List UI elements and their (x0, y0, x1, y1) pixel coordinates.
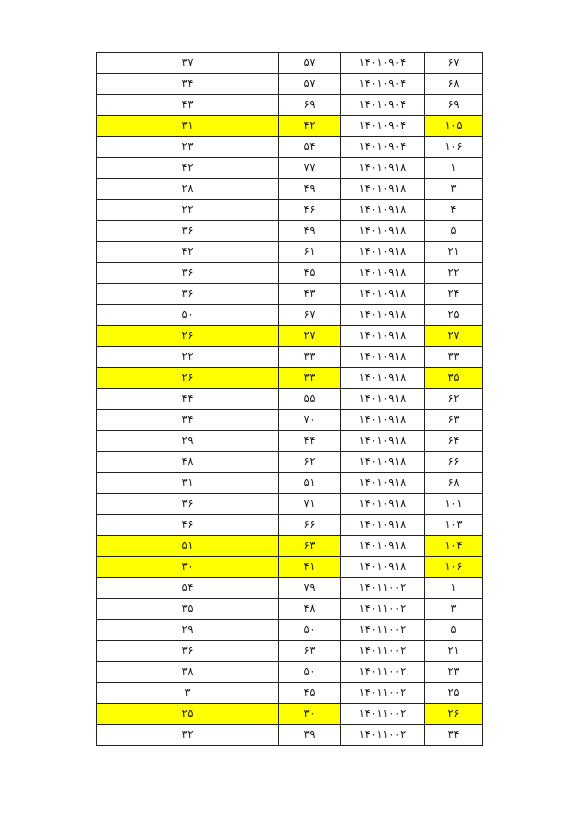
table-cell-col2: ۵۱ (279, 473, 341, 494)
table-cell-col1: ۴۳ (97, 95, 279, 116)
table-cell-col1: ۵۴ (97, 578, 279, 599)
table-cell-col4: ۲۲ (425, 263, 483, 284)
table-cell-col2: ۳۳ (279, 368, 341, 389)
table-cell-col2: ۶۱ (279, 242, 341, 263)
table-cell-col2: ۶۲ (279, 452, 341, 473)
table-cell-col3: ۱۴۰۱۰۹۱۸ (341, 389, 425, 410)
table-cell-col4: ۶۸ (425, 473, 483, 494)
table-cell-col3: ۱۴۰۱۰۹۰۴ (341, 53, 425, 74)
table-row (97, 74, 483, 95)
table-cell-col3: ۱۴۰۱۰۹۱۸ (341, 305, 425, 326)
table-body (97, 53, 483, 746)
table-cell-col1: ۲۲ (97, 200, 279, 221)
table-cell-col3: ۱۴۰۱۰۹۱۸ (341, 515, 425, 536)
table-cell-col3: ۱۴۰۱۱۰۰۲ (341, 683, 425, 704)
table-cell-col2: ۳۳ (279, 347, 341, 368)
table-cell-col4: ۱۰۱ (425, 494, 483, 515)
table-row (97, 431, 483, 452)
table-cell-col4: ۶۴ (425, 431, 483, 452)
table-row (97, 116, 483, 137)
table-cell-col2: ۵۷ (279, 74, 341, 95)
table-row (97, 95, 483, 116)
table-row (97, 221, 483, 242)
table-cell-col1: ۳۱ (97, 473, 279, 494)
table-row (97, 704, 483, 725)
data-table (96, 52, 483, 746)
table-cell-col4: ۱ (425, 578, 483, 599)
table-cell-col1: ۴۲ (97, 242, 279, 263)
table-cell-col3: ۱۴۰۱۱۰۰۲ (341, 620, 425, 641)
table-cell-col2: ۶۹ (279, 95, 341, 116)
table-cell-col2: ۷۷ (279, 158, 341, 179)
table-cell-col2: ۵۷ (279, 53, 341, 74)
table-cell-col3: ۱۴۰۱۰۹۱۸ (341, 368, 425, 389)
table-cell-col1: ۳ (97, 683, 279, 704)
table-cell-col2: ۲۷ (279, 326, 341, 347)
table-cell-col2: ۴۹ (279, 179, 341, 200)
table-cell-col4: ۳۳ (425, 347, 483, 368)
table-cell-col1: ۴۴ (97, 389, 279, 410)
table-cell-col2: ۶۶ (279, 515, 341, 536)
table-cell-col1: ۳۰ (97, 557, 279, 578)
table-cell-col3: ۱۴۰۱۱۰۰۲ (341, 599, 425, 620)
table-cell-col1: ۲۶ (97, 326, 279, 347)
table-cell-col1: ۳۴ (97, 410, 279, 431)
table-cell-col3: ۱۴۰۱۱۰۰۲ (341, 704, 425, 725)
table-row (97, 200, 483, 221)
table-cell-col2: ۴۵ (279, 683, 341, 704)
table-cell-col1: ۲۵ (97, 704, 279, 725)
table-cell-col3: ۱۴۰۱۰۹۰۴ (341, 95, 425, 116)
table-row (97, 326, 483, 347)
table-cell-col4: ۲۵ (425, 683, 483, 704)
table-cell-col2: ۴۵ (279, 263, 341, 284)
table-cell-col1: ۳۲ (97, 725, 279, 746)
table-cell-col2: ۷۱ (279, 494, 341, 515)
table-row (97, 578, 483, 599)
table-cell-col2: ۴۳ (279, 284, 341, 305)
table-cell-col2: ۴۹ (279, 221, 341, 242)
table-cell-col1: ۳۸ (97, 662, 279, 683)
table-row (97, 263, 483, 284)
table-cell-col4: ۶۷ (425, 53, 483, 74)
table-cell-col4: ۱۰۴ (425, 536, 483, 557)
table-cell-col3: ۱۴۰۱۰۹۱۸ (341, 179, 425, 200)
table-cell-col3: ۱۴۰۱۰۹۱۸ (341, 242, 425, 263)
table-cell-col3: ۱۴۰۱۰۹۱۸ (341, 347, 425, 368)
table-cell-col2: ۴۲ (279, 116, 341, 137)
table-row (97, 410, 483, 431)
table-cell-col3: ۱۴۰۱۰۹۱۸ (341, 326, 425, 347)
table-cell-col4: ۵ (425, 221, 483, 242)
table-cell-col3: ۱۴۰۱۰۹۱۸ (341, 473, 425, 494)
table-cell-col4: ۳ (425, 599, 483, 620)
table-row (97, 389, 483, 410)
table-cell-col1: ۳۶ (97, 263, 279, 284)
table-cell-col4: ۲۷ (425, 326, 483, 347)
table-cell-col3: ۱۴۰۱۰۹۱۸ (341, 263, 425, 284)
table-cell-col1: ۳۶ (97, 221, 279, 242)
table-cell-col2: ۴۶ (279, 200, 341, 221)
table-cell-col3: ۱۴۰۱۰۹۱۸ (341, 284, 425, 305)
table-cell-col4: ۶۶ (425, 452, 483, 473)
table-cell-col1: ۳۷ (97, 53, 279, 74)
table-cell-col4: ۱ (425, 158, 483, 179)
table-row (97, 725, 483, 746)
table-cell-col1: ۲۶ (97, 368, 279, 389)
table-row (97, 494, 483, 515)
table-cell-col1: ۳۱ (97, 116, 279, 137)
table-cell-col3: ۱۴۰۱۰۹۱۸ (341, 557, 425, 578)
table-row (97, 473, 483, 494)
table-cell-col2: ۶۳ (279, 641, 341, 662)
table-cell-col1: ۴۸ (97, 452, 279, 473)
table-cell-col3: ۱۴۰۱۰۹۱۸ (341, 431, 425, 452)
table-cell-col1: ۳۶ (97, 284, 279, 305)
table-cell-col1: ۴۶ (97, 515, 279, 536)
table-cell-col4: ۵ (425, 620, 483, 641)
table-cell-col2: ۴۱ (279, 557, 341, 578)
table-cell-col2: ۵۰ (279, 620, 341, 641)
table-cell-col4: ۲۱ (425, 641, 483, 662)
table-cell-col2: ۶۷ (279, 305, 341, 326)
table-cell-col2: ۳۹ (279, 725, 341, 746)
table-cell-col3: ۱۴۰۱۰۹۰۴ (341, 116, 425, 137)
table-cell-col1: ۳۴ (97, 74, 279, 95)
table-cell-col3: ۱۴۰۱۰۹۱۸ (341, 494, 425, 515)
table-row (97, 452, 483, 473)
table-cell-col3: ۱۴۰۱۱۰۰۲ (341, 662, 425, 683)
table-cell-col4: ۱۰۵ (425, 116, 483, 137)
table-row (97, 158, 483, 179)
table-cell-col1: ۲۸ (97, 179, 279, 200)
table-cell-col2: ۵۰ (279, 662, 341, 683)
table-cell-col4: ۳۵ (425, 368, 483, 389)
table-cell-col3: ۱۴۰۱۱۰۰۲ (341, 641, 425, 662)
table-cell-col3: ۱۴۰۱۱۰۰۲ (341, 578, 425, 599)
table-cell-col4: ۶۳ (425, 410, 483, 431)
table-cell-col3: ۱۴۰۱۰۹۰۴ (341, 137, 425, 158)
table-cell-col4: ۲۱ (425, 242, 483, 263)
table-row (97, 242, 483, 263)
table-cell-col1: ۳۶ (97, 641, 279, 662)
table-cell-col2: ۳۰ (279, 704, 341, 725)
table-cell-col1: ۳۵ (97, 599, 279, 620)
table-cell-col2: ۴۴ (279, 431, 341, 452)
table-cell-col3: ۱۴۰۱۰۹۰۴ (341, 74, 425, 95)
table-cell-col3: ۱۴۰۱۰۹۱۸ (341, 536, 425, 557)
table-row (97, 557, 483, 578)
table-cell-col1: ۲۹ (97, 620, 279, 641)
table-cell-col2: ۴۸ (279, 599, 341, 620)
table-cell-col4: ۱۰۶ (425, 137, 483, 158)
table-cell-col4: ۴ (425, 200, 483, 221)
table-cell-col4: ۶۲ (425, 389, 483, 410)
table-cell-col4: ۲۳ (425, 662, 483, 683)
table-cell-col4: ۶۹ (425, 95, 483, 116)
table-cell-col4: ۳۴ (425, 725, 483, 746)
table-cell-col3: ۱۴۰۱۰۹۱۸ (341, 200, 425, 221)
table-cell-col4: ۱۰۳ (425, 515, 483, 536)
table-cell-col3: ۱۴۰۱۰۹۱۸ (341, 452, 425, 473)
table-cell-col1: ۴۲ (97, 158, 279, 179)
table-cell-col2: ۵۴ (279, 137, 341, 158)
table-row (97, 347, 483, 368)
table-cell-col2: ۶۳ (279, 536, 341, 557)
table-cell-col1: ۲۲ (97, 347, 279, 368)
table-row (97, 137, 483, 158)
table-cell-col4: ۲۵ (425, 305, 483, 326)
table-cell-col2: ۵۵ (279, 389, 341, 410)
table-cell-col4: ۲۴ (425, 284, 483, 305)
table-row (97, 179, 483, 200)
table-row (97, 368, 483, 389)
table-row (97, 683, 483, 704)
table-cell-col1: ۵۱ (97, 536, 279, 557)
table-row (97, 515, 483, 536)
table-row (97, 641, 483, 662)
table-cell-col2: ۷۹ (279, 578, 341, 599)
table-cell-col3: ۱۴۰۱۰۹۱۸ (341, 221, 425, 242)
table-cell-col4: ۲۶ (425, 704, 483, 725)
table-row (97, 536, 483, 557)
table-row (97, 53, 483, 74)
table-cell-col1: ۵۰ (97, 305, 279, 326)
table-cell-col3: ۱۴۰۱۰۹۱۸ (341, 410, 425, 431)
table-cell-col4: ۶۸ (425, 74, 483, 95)
table-row (97, 620, 483, 641)
table-cell-col3: ۱۴۰۱۱۰۰۲ (341, 725, 425, 746)
table-row (97, 599, 483, 620)
table-cell-col1: ۲۳ (97, 137, 279, 158)
table-cell-col1: ۲۹ (97, 431, 279, 452)
table-cell-col2: ۷۰ (279, 410, 341, 431)
table-cell-col4: ۱۰۶ (425, 557, 483, 578)
table-row (97, 305, 483, 326)
table-row (97, 284, 483, 305)
table-cell-col1: ۳۶ (97, 494, 279, 515)
table-row (97, 662, 483, 683)
table-cell-col4: ۳ (425, 179, 483, 200)
table-cell-col3: ۱۴۰۱۰۹۱۸ (341, 158, 425, 179)
